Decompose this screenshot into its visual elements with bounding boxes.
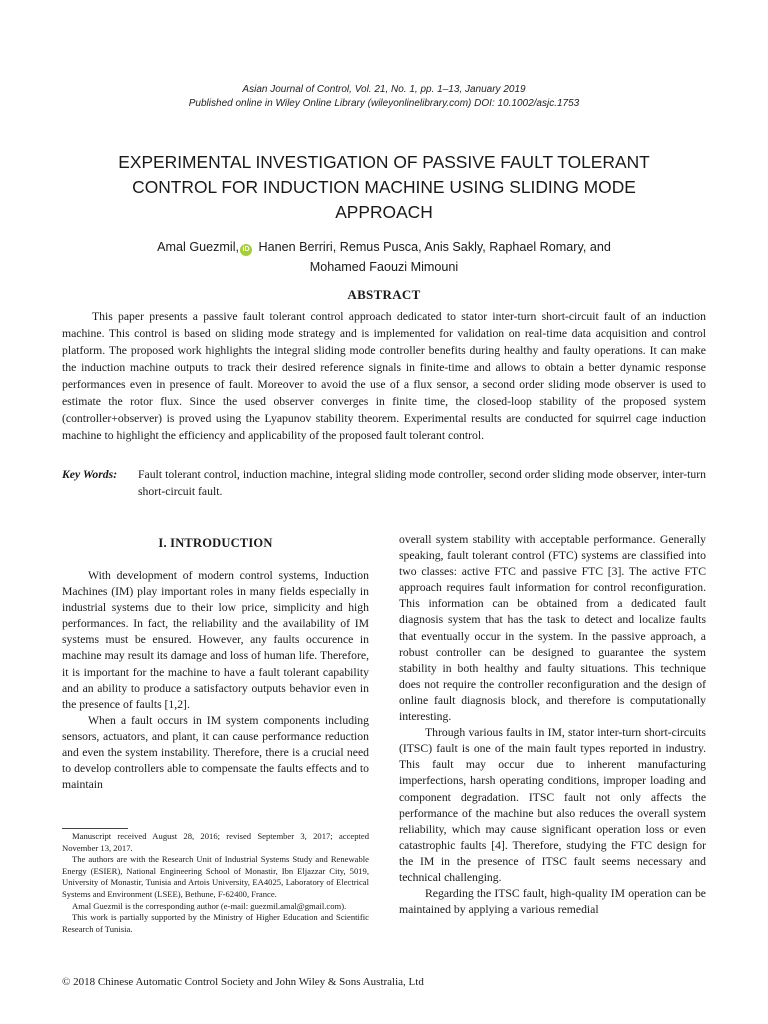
author-list <box>60 237 708 277</box>
keywords-label: Key Words: <box>62 468 118 481</box>
first-author: Amal Guezmil, <box>157 240 240 254</box>
paper-title <box>70 150 698 225</box>
journal-citation: Asian Journal of Control, Vol. 21, No. 1, pp. 1–13, January 2019 <box>242 84 526 95</box>
left-column <box>62 568 369 793</box>
paragraph: Through various faults in IM, stator inter-turn short-circuits (ITSC) fault is one of the main fault types reported in industry. This fault may occur due to inherent manufacturing imperfections, harsh operating conditions, improper loading and component degradation. ITSC fault not only affects the performance of the machine but also reduces the overall system reliability, which may cause significant operation loss or even catastrophic faults [4]. Therefore, studying the FTC design for the IM in the presence of ITSC fault seems necessary and technical challenging. <box>399 726 706 884</box>
copyright-notice: © 2018 Chinese Automatic Control Society and John Wiley & Sons Australia, Ltd <box>62 976 424 988</box>
footnote: This work is partially supported by the Ministry of Higher Education and Scientific Research of Tunisia. <box>62 912 369 934</box>
right-column <box>399 532 706 918</box>
author-line <box>60 237 708 257</box>
abstract-heading: ABSTRACT <box>347 287 421 302</box>
footnote: Manuscript received August 28, 2016; revised September 3, 2017; accepted November 13, 2017. <box>62 831 369 853</box>
orcid-icon[interactable]: iD <box>240 244 252 256</box>
journal-doi-line: Published online in Wiley Online Library (wileyonlinelibrary.com) DOI: 10.1002/asjc.1753 <box>188 98 580 109</box>
footnote: Amal Guezmil is the corresponding author (e-mail: guezmil.amal@gmail.com). <box>72 900 347 911</box>
paragraph: With development of modern control systems, Induction Machines (IM) play important roles in many fields especially in industrial systems due to their low price, simplicity and high performances. In fact, the reliability and the availability of IM systems must be ensured. However, any faults occurence in machine may result its damage and loss of human life. Therefore, it is important for the machine to have a fault tolerant capability and an ability to produce a satisfactory outputs behavior even in the presence of faults [1,2]. <box>62 569 369 711</box>
abstract-text: This paper presents a passive fault tolerant control approach dedicated to stator inter-turn short-circuit fault of an induction machine. This control is based on sliding mode strategy and is implemented for validation on real-time data acquisition and control platform. The proposed work highlights the integral sliding mode controller benefits during healthy and faulty operations. It can make the induction machine outputs to track their desired reference signals in finite-time and allows to obtain a better dynamic response performances even in presence of fault. Moreover to avoid the use of a flux sensor, a second order sliding mode observer is used to estimate the rotor flux. Since the used observer converges in finite time, the closed-loop stability of the proposed system (controller+observer) is proved using the Lyapunov stability theorem. Experimental results are conducted for squirrel cage induction machine to highlight the efficiency and applicability of the proposed fault tolerant control. <box>62 310 706 442</box>
footnote-divider <box>62 828 128 829</box>
author-line: Mohamed Faouzi Mimouni <box>309 260 459 274</box>
co-authors: Hanen Berriri, Remus Pusca, Anis Sakly, Raphael Romary, and <box>258 240 611 254</box>
section-heading-introduction: I. INTRODUCTION <box>158 536 273 550</box>
paragraph: overall system stability with acceptable performance. Generally speaking, fault tolerant control (FTC) systems are classified into two classes: active FTC and passive FTC [3]. The active FTC approach requires fault information for control reconfiguration. This information can be obtained from a dedicated fault diagnosis system that has the task to detect and localize faults that eventually occur in the system. In the passive approach, a robust controller can be designed to guarantee the system stability in both healthy and faulty situations. This technique does not require the controller reconfiguration and the design of online fault diagnosis block, and therefore is computationally interesting. <box>399 533 706 724</box>
title-line: EXPERIMENTAL INVESTIGATION OF PASSIVE FAULT TOLERANT <box>118 152 650 172</box>
title-line: APPROACH <box>335 202 433 222</box>
paragraph: When a fault occurs in IM system components including sensors, actuators, and plant, it can cause performance reduction and even the system instability. Therefore, there is a crucial need to develop controllers able to compensate the faults effects and to maintain <box>62 713 369 792</box>
keywords-text: Fault tolerant control, induction machine, integral sliding mode controller, second order sliding mode observer, inter-turn short-circuit fault. <box>138 468 706 498</box>
footnote: The authors are with the Research Unit of Industrial Systems Study and Renewable Energy (ESIER), National Engineering School of Monastir, Ibn Eljazzar City, 5019, University of Monastir, Tunisia and Artois University, EA4025, Laboratory of Electrical Systems and Environment (LSEE), Bethune, F-62400, France. <box>62 854 369 899</box>
paragraph: Regarding the ITSC fault, high-quality IM operation can be maintained by applying a various remedial <box>399 887 706 917</box>
title-line: CONTROL FOR INDUCTION MACHINE USING SLIDING MODE <box>132 177 636 197</box>
keywords <box>62 466 706 500</box>
footnotes <box>62 831 369 935</box>
